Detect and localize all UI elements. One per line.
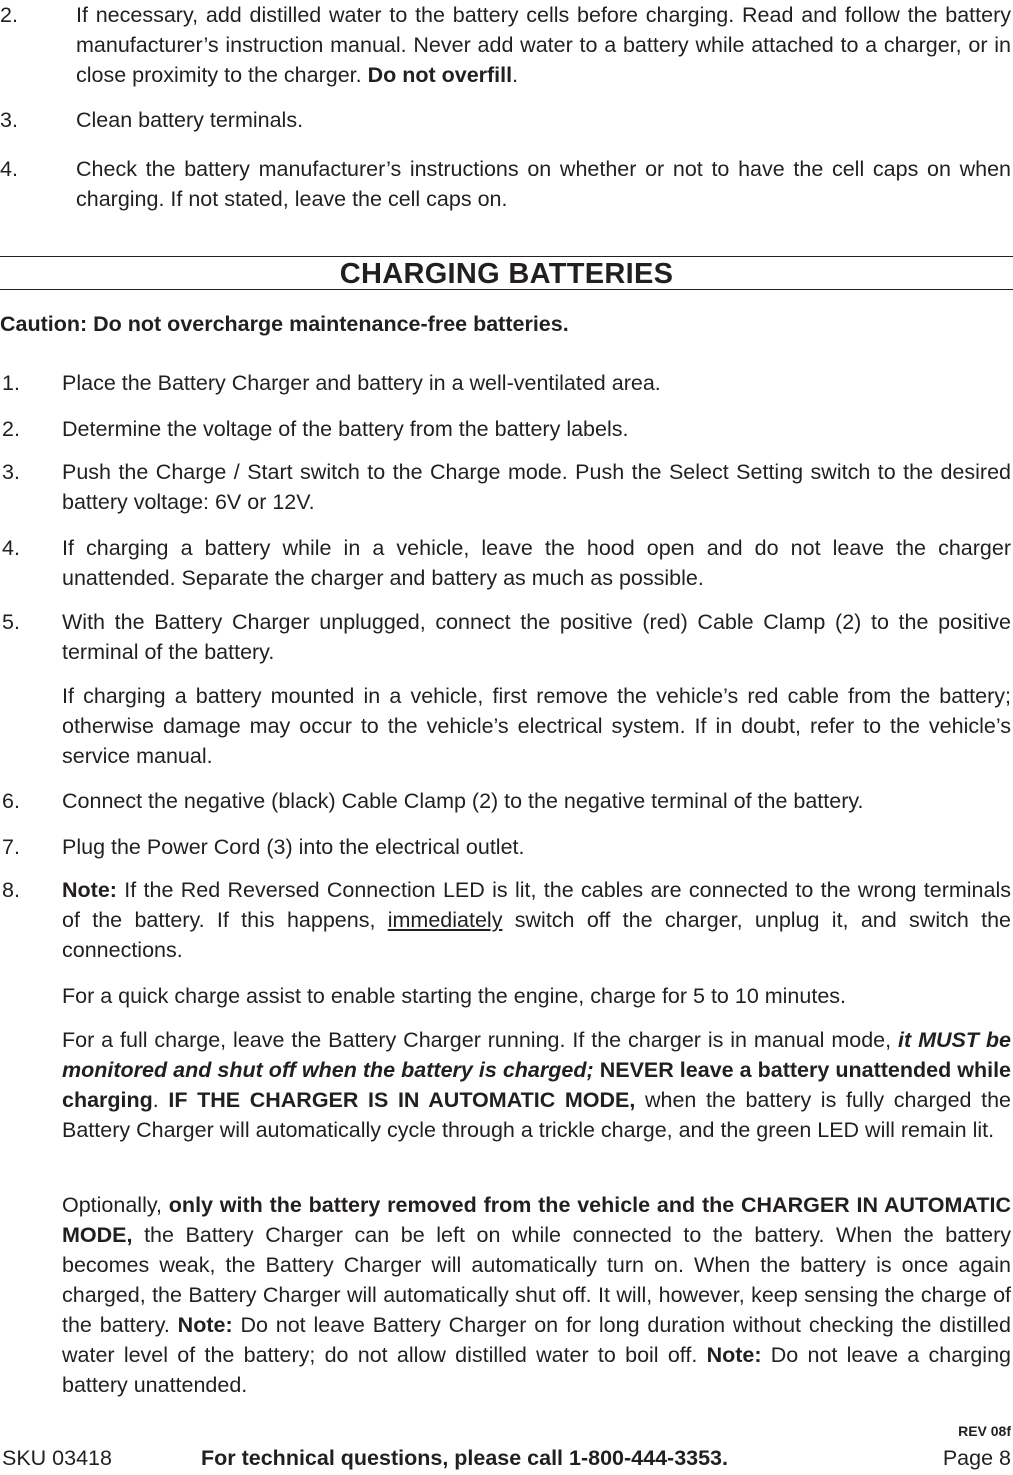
full-charge-paragraph (62, 1025, 1011, 1145)
step-7 (0, 832, 1011, 862)
sku-number: SKU 03418 (2, 1446, 112, 1470)
step-text: Plug the Power Cord (3) into the electrical outlet. (62, 835, 525, 859)
text-run: Do not leave Battery Charger on for long duration without checking the distilled water level of the battery; do not allow distilled water to boil off. (62, 1313, 1011, 1367)
step-number: 8. (2, 878, 20, 902)
note-label: Note: (62, 878, 117, 902)
text-run: If necessary, add distilled water to the battery cells before charging. Read and follow the battery manufacturer’s instruction manual. Never add water to a battery while attached to a charger, or in close proximity to the charger. (76, 3, 1011, 87)
step-text (62, 875, 1011, 965)
note-label: Note: (177, 1313, 233, 1337)
list-number: 3. (0, 108, 18, 132)
text-run: Optionally, (62, 1193, 169, 1217)
text-run: . (512, 63, 519, 87)
step-text: Push the Charge / Start switch to the Charge mode. Push the Select Setting switch to the desired battery voltage: 6V or 12V. (62, 460, 1011, 514)
top-list-item-2 (0, 0, 1011, 90)
step-6 (0, 786, 1011, 816)
list-item-text: Clean battery terminals. (76, 108, 304, 132)
step-text: Connect the negative (black) Cable Clamp (2) to the negative terminal of the battery. (62, 789, 864, 813)
step-text: Determine the voltage of the battery from the battery labels. (62, 417, 629, 441)
step-number: 4. (2, 536, 20, 560)
revision-label: REV 08f (958, 1423, 1011, 1439)
step-text: With the Battery Charger unplugged, connect the positive (red) Cable Clamp (2) to the positive terminal of the battery. (62, 610, 1011, 664)
list-number: 4. (0, 157, 18, 181)
step-text: Place the Battery Charger and battery in a well-ventilated area. (62, 371, 661, 395)
top-list-item-4 (0, 154, 1011, 214)
underlined-word: immediately (387, 908, 503, 932)
step-1 (0, 368, 1011, 398)
bold-warning: Do not overfill (367, 63, 513, 87)
note-label: Note: (706, 1343, 762, 1367)
text-run: . (152, 1088, 169, 1112)
list-item-text (76, 0, 1011, 90)
text-run: Do not leave a charging battery unattended. (62, 1343, 1011, 1397)
text-run: switch off the charger, unplug it, and switch the connections. (62, 908, 1011, 962)
step-text: If charging a battery while in a vehicle, leave the hood open and do not leave the charger unattended. Separate the charger and battery as much as possible. (62, 536, 1011, 590)
step-4 (0, 533, 1011, 593)
step-number: 7. (2, 835, 20, 859)
list-item-text: Check the battery manufacturer’s instructions on whether or not to have the cell caps on when charging. If not stated, leave the cell caps on. (76, 157, 1011, 211)
step-number: 5. (2, 610, 20, 634)
step-5-note: If charging a battery mounted in a vehicle, first remove the vehicle’s red cable from the battery; otherwise damage may occur to the vehicle’s electrical system. If in doubt, refer to the vehicle’s service manual. (62, 684, 1011, 768)
step-3 (0, 457, 1011, 517)
bold-italic-warning: it MUST be monitored and shut off when the battery is charged; (62, 1028, 1011, 1082)
optional-paragraph (62, 1190, 1011, 1400)
step-number: 3. (2, 460, 20, 484)
support-phone: For technical questions, please call 1-800-444-3353. (201, 1446, 728, 1470)
step-2 (0, 414, 1011, 444)
section-title: CHARGING BATTERIES (339, 258, 674, 290)
step-number: 2. (2, 417, 20, 441)
page-number: Page 8 (942, 1446, 1011, 1470)
step-number: 6. (2, 789, 20, 813)
text-run: when the battery is fully charged the Battery Charger will automatically cycle through a trickle charge, and the green LED will remain lit. (62, 1088, 1011, 1142)
quick-charge-paragraph: For a quick charge assist to enable starting the engine, charge for 5 to 10 minutes. (62, 984, 847, 1008)
step-5 (0, 607, 1011, 667)
text-run: If the Red Reversed Connection LED is lit, the cables are connected to the wrong terminals of the battery. If this happens, (62, 878, 1011, 932)
bold-warning: NEVER leave a battery unattended while charging (62, 1058, 1012, 1112)
top-list-item-3 (0, 105, 1011, 135)
text-run: the Battery Charger can be left on while connected to the battery. When the battery becomes weak, the Battery Charger will automatically turn on. When the battery is once again charged, the Battery Charger will automatically shut off. It will, however, keep sensing the charge of the battery. (62, 1223, 1011, 1337)
bold-condition: only with the battery removed from the vehicle and the CHARGER IN AUTOMATIC MODE, (62, 1193, 1011, 1247)
list-number: 2. (0, 3, 18, 27)
step-8 (0, 875, 1011, 965)
bold-warning: IF THE CHARGER IS IN AUTOMATIC MODE, (168, 1088, 636, 1112)
caution-text: Caution: Do not overcharge maintenance-free batteries. (0, 312, 569, 336)
step-number: 1. (2, 371, 20, 395)
text-run: For a full charge, leave the Battery Charger running. If the charger is in manual mode, (62, 1028, 899, 1052)
section-rule-bottom (0, 289, 1013, 290)
